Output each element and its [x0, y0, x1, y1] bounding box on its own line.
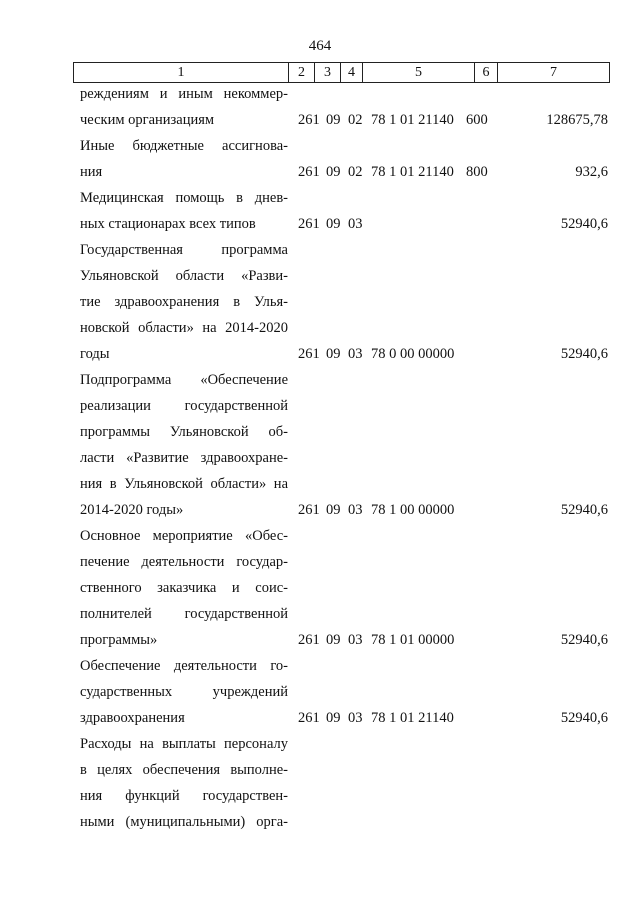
table-line	[0, 632, 640, 658]
table-line	[0, 216, 640, 242]
line-description: ния в Ульяновской области» на	[80, 476, 288, 492]
line-description: тие здравоохранения в Улья-	[80, 294, 288, 310]
header-col-4: 4	[341, 63, 363, 82]
line-description: годы	[80, 346, 110, 362]
table-line	[0, 606, 640, 632]
line-description: ческим организациям	[80, 112, 215, 128]
table-line	[0, 242, 640, 268]
line-description: новской области» на 2014-2020	[80, 320, 288, 336]
line-description: Основное мероприятие «Обес-	[80, 528, 288, 544]
line-col-5: 78 1 01 21140	[371, 710, 454, 726]
line-description: ния функций государствен-	[80, 788, 288, 804]
line-col-7: 52940,6	[560, 216, 608, 232]
table-line	[0, 658, 640, 684]
line-description: реждениям и иным некоммер-	[80, 86, 288, 102]
header-col-1: 1	[74, 63, 289, 82]
line-col-2: 261	[298, 164, 320, 180]
table-line	[0, 320, 640, 346]
line-col-7: 52940,6	[560, 710, 608, 726]
line-col-2: 261	[298, 502, 320, 518]
line-col-2: 261	[298, 632, 320, 648]
table-line	[0, 86, 640, 112]
table-line	[0, 268, 640, 294]
line-col-2: 261	[298, 710, 320, 726]
line-description: программы»	[80, 632, 158, 648]
table-line	[0, 814, 640, 840]
table-line	[0, 164, 640, 190]
table-line	[0, 424, 640, 450]
table-line	[0, 450, 640, 476]
line-col-2: 261	[298, 112, 320, 128]
header-col-3: 3	[315, 63, 341, 82]
line-description: ных стационарах всех типов	[80, 216, 256, 232]
line-col-4: 02	[348, 164, 363, 180]
table-line	[0, 736, 640, 762]
line-description: в целях обеспечения выполне-	[80, 762, 288, 778]
line-description: ственного заказчика и соис-	[80, 580, 288, 596]
line-description: ными (муниципальными) орга-	[80, 814, 288, 830]
line-description: Ульяновской области «Разви-	[80, 268, 288, 284]
line-col-3: 09	[326, 346, 341, 362]
line-col-5: 78 1 00 00000	[371, 502, 455, 518]
table-line	[0, 138, 640, 164]
header-col-7: 7	[550, 65, 557, 80]
table-line	[0, 788, 640, 814]
line-description: Иные бюджетные ассигнова-	[80, 138, 288, 154]
line-description: Подпрограмма «Обеспечение	[80, 372, 288, 388]
line-col-4: 03	[348, 710, 363, 726]
line-col-3: 09	[326, 164, 341, 180]
line-description: полнителей государственной	[80, 606, 288, 622]
line-col-3: 09	[326, 632, 341, 648]
line-col-3: 09	[326, 112, 341, 128]
line-col-3: 09	[326, 502, 341, 518]
table-line	[0, 528, 640, 554]
line-description: Государственная программа	[80, 242, 288, 258]
line-col-5: 78 0 00 00000	[371, 346, 455, 362]
line-description: ласти «Развитие здравоохране-	[80, 450, 288, 466]
line-col-5: 78 1 01 21140	[371, 164, 454, 180]
line-col-4: 02	[348, 112, 363, 128]
table-line	[0, 476, 640, 502]
line-description: здравоохранения	[80, 710, 185, 726]
header-col-6: 6	[475, 63, 498, 82]
page-number: 464	[308, 38, 332, 54]
header-col-5: 5	[363, 63, 475, 82]
line-description: Медицинская помощь в днев-	[80, 190, 288, 206]
table-line	[0, 762, 640, 788]
line-description: ния	[80, 164, 103, 180]
line-col-6: 600	[466, 112, 488, 128]
line-description: печение деятельности государ-	[80, 554, 288, 570]
line-description: сударственных учреждений	[80, 684, 288, 700]
line-col-3: 09	[326, 216, 341, 232]
table-line	[0, 346, 640, 372]
line-col-2: 261	[298, 346, 320, 362]
table-line	[0, 190, 640, 216]
table-line	[0, 684, 640, 710]
table-line	[0, 580, 640, 606]
line-description: программы Ульяновской об-	[80, 424, 288, 440]
header-col-2: 2	[289, 63, 315, 82]
table-line	[0, 112, 640, 138]
line-col-3: 09	[326, 710, 341, 726]
table-line	[0, 372, 640, 398]
line-col-7: 932,6	[575, 164, 608, 180]
table-line	[0, 398, 640, 424]
line-description: 2014-2020 годы»	[80, 502, 184, 518]
line-description: Обеспечение деятельности го-	[80, 658, 288, 674]
line-col-5: 78 1 01 00000	[371, 632, 455, 648]
table-line	[0, 502, 640, 528]
line-col-4: 03	[348, 632, 363, 648]
line-col-4: 03	[348, 216, 363, 232]
table-line	[0, 710, 640, 736]
line-col-7: 128675,78	[546, 112, 608, 128]
line-col-6: 800	[466, 164, 488, 180]
line-col-5: 78 1 01 21140	[371, 112, 454, 128]
table-line	[0, 294, 640, 320]
line-description: Расходы на выплаты персоналу	[80, 736, 288, 752]
line-col-4: 03	[348, 346, 363, 362]
line-col-2: 261	[298, 216, 320, 232]
line-description: реализации государственной	[80, 398, 288, 414]
table-header	[73, 62, 610, 83]
line-col-7: 52940,6	[560, 346, 608, 362]
line-col-7: 52940,6	[560, 502, 608, 518]
table-line	[0, 554, 640, 580]
line-col-7: 52940,6	[560, 632, 608, 648]
line-col-4: 03	[348, 502, 363, 518]
